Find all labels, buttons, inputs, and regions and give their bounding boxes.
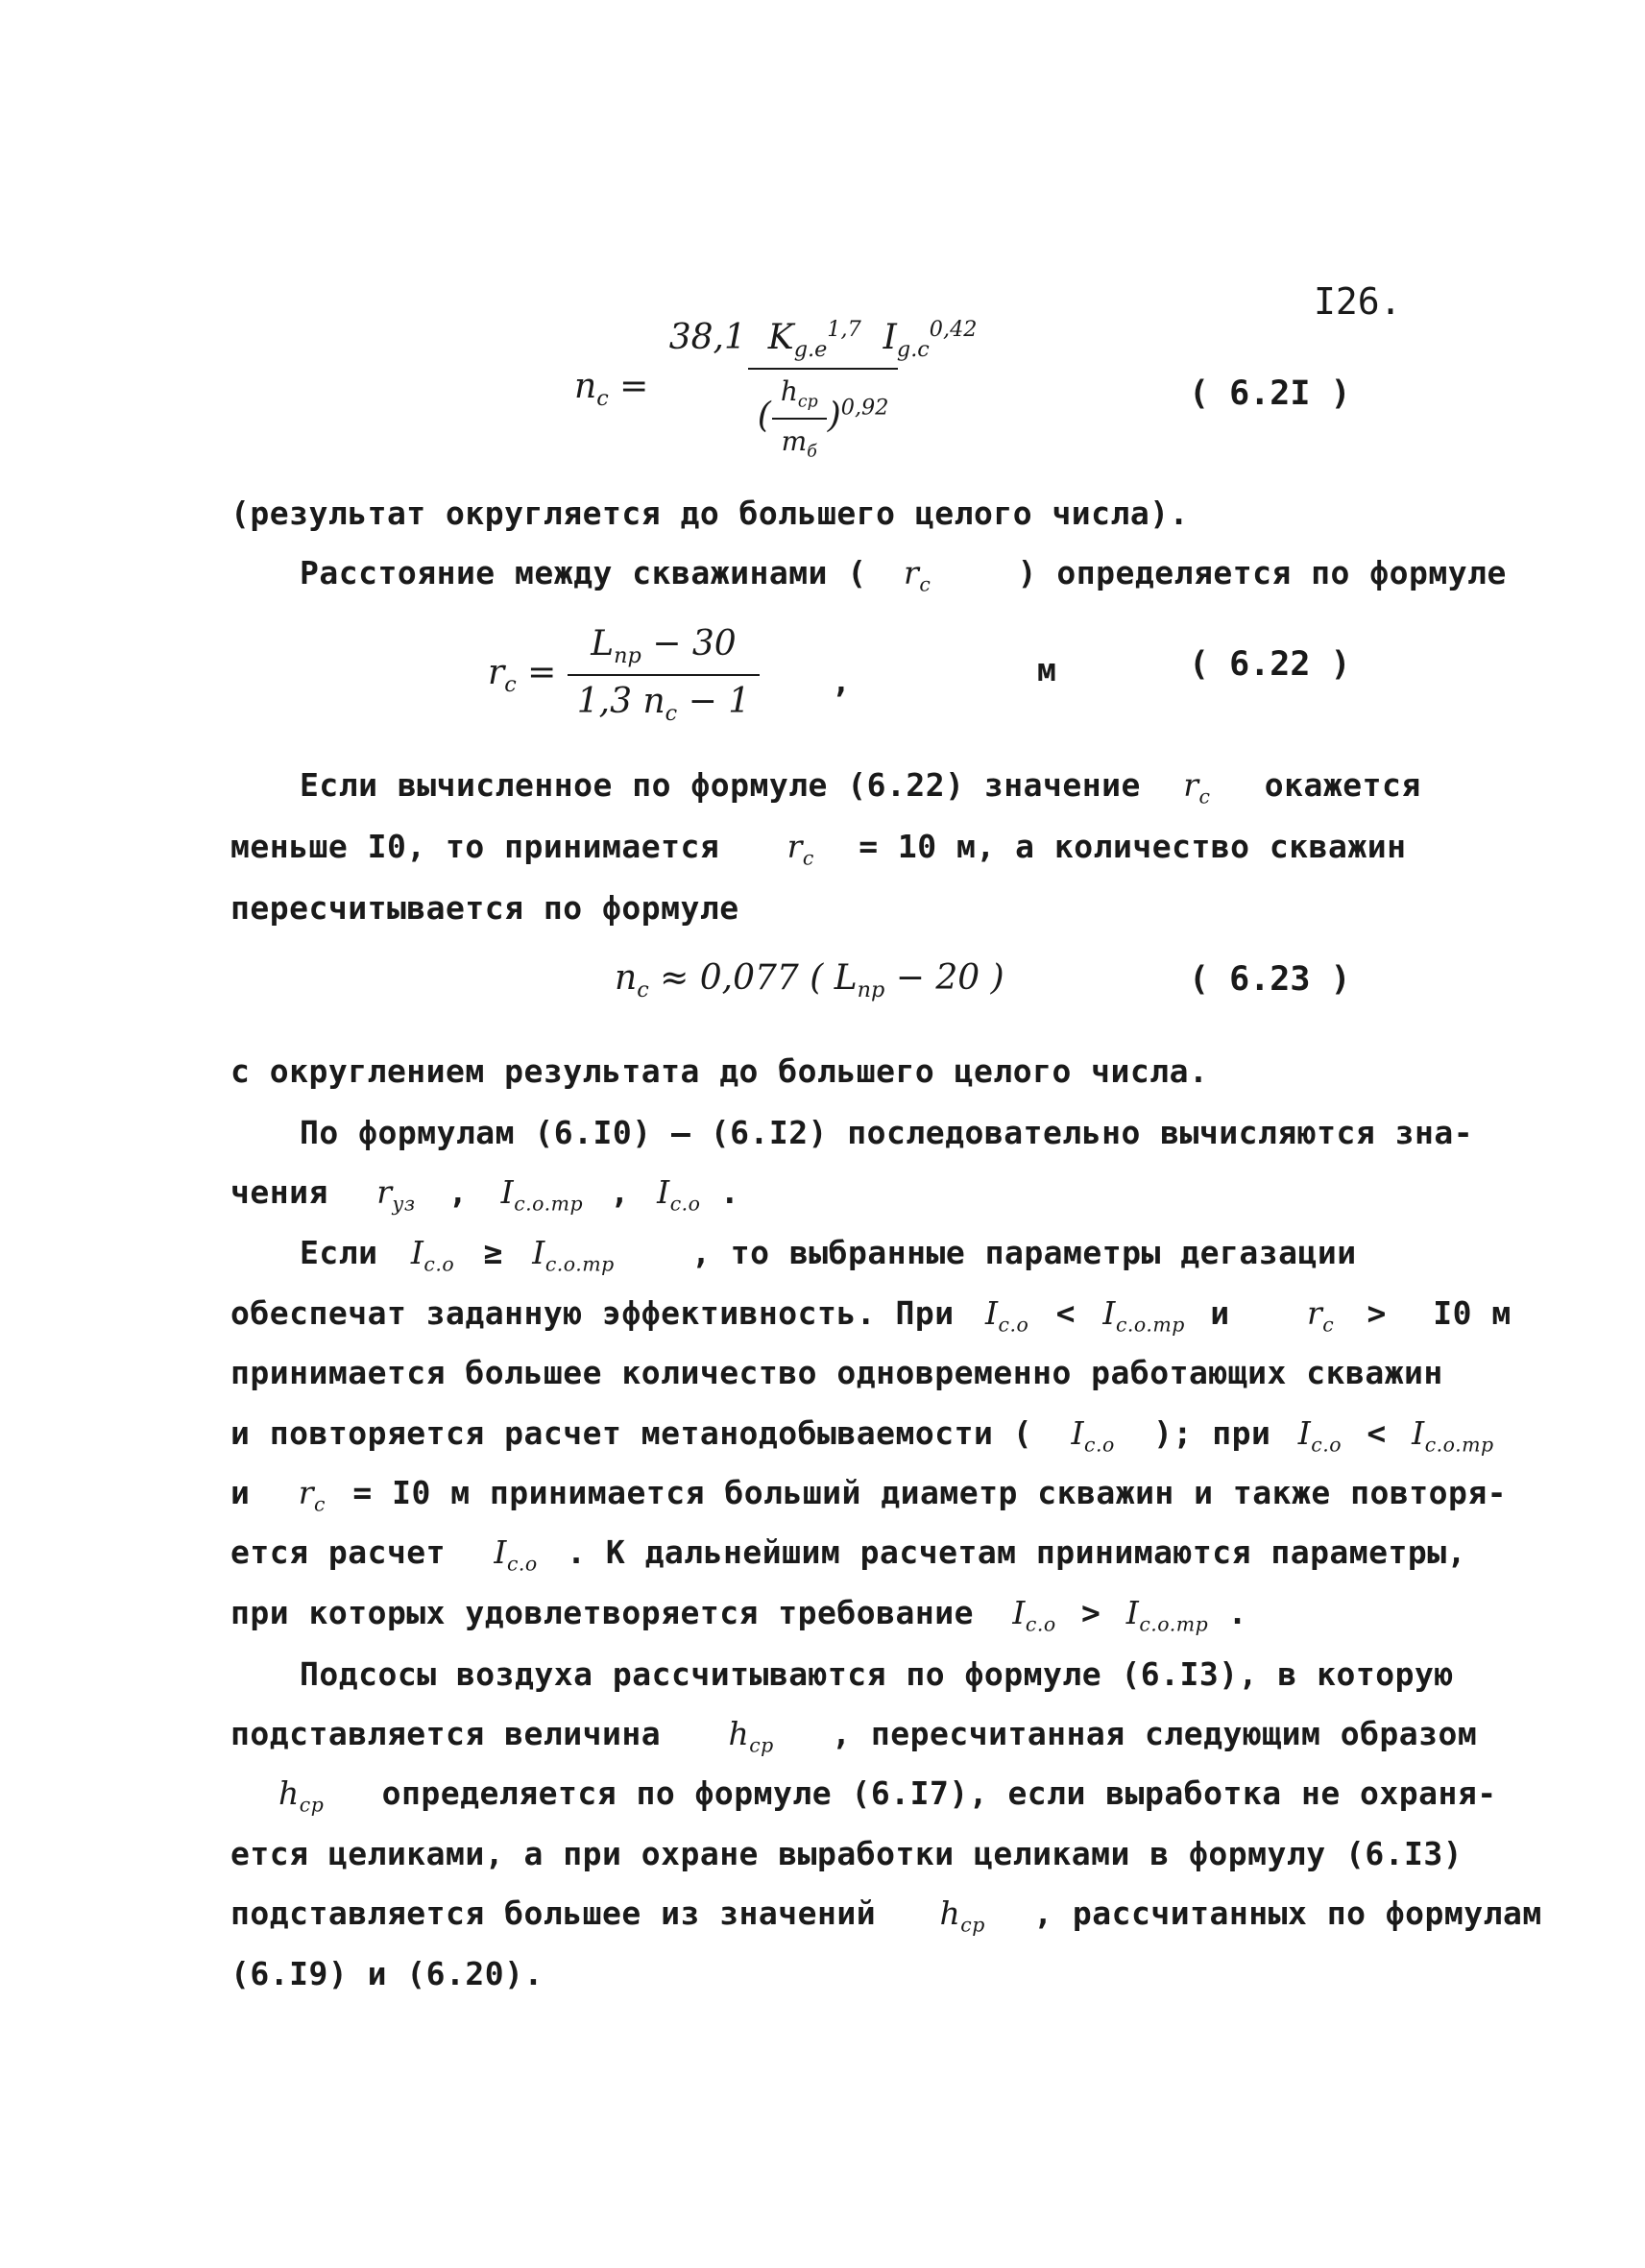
formula-6-21: $n_c$ = 38,1 $K_{g.e}^{1,7}$ $I_{g.c}^{0,42}$ ( $\frac{h_{cp}}{m_б}$ )$^{0,92}$ — [574, 317, 986, 461]
text-line-11: принимается большее количество одновременно работающих скважин — [230, 1354, 1443, 1391]
formula-6-22-unit: м — [1037, 651, 1057, 688]
text-line-20: подставляется большее из значений $h_{cp}$ , рассчитанных по формулам — [230, 1894, 1542, 1937]
text-line-16: Подсосы воздуха рассчитываются по формуле (6.I3), в которую — [300, 1655, 1454, 1693]
equation-number-6-21: ( 6.2I ) — [1189, 374, 1351, 413]
text-line-3: Если вычисленное по формуле (6.22) значение $r_c$ окажется — [300, 766, 1421, 808]
formula-lhs: $n_c$ — [574, 367, 609, 412]
text-line-5: пересчитывается по формуле — [230, 889, 739, 927]
formula-6-22-comma: , — [832, 663, 852, 700]
text-line-14: ется расчет $I_{c.o}$ . К дальнейшим расчетам принимаются параметры, — [230, 1533, 1467, 1576]
text-line-8: чения $r_{уз}$ , $I_{c.o.тр}$ , $I_{c.o}$ . — [230, 1173, 740, 1216]
text-line-10: обеспечат заданную эффективность. При $I_{c.o} < I_{c.o.тр}$ и $r_c > I0$ м — [230, 1294, 1512, 1337]
symbol-rc: $r_c$ — [904, 554, 931, 596]
text-line-18: $h_{cp}$ определяется по формуле (6.I7), если выработка не охраня- — [278, 1774, 1497, 1817]
text-line-6: с округлением результата до большего целого числа. — [230, 1052, 1209, 1090]
text-line-2: Расстояние между скважинами ( $r_c$ ) определяется по формуле — [300, 554, 1507, 596]
formula-numerator: 38,1 $K_{g.e}^{1,7}$ $I_{g.c}^{0,42}$ — [668, 317, 978, 363]
text-line-1: (результат округляется до большего целого числа). — [230, 495, 1190, 532]
text-line-9: Если $I_{c.o} \ge I_{c.o.тр}$ , то выбранные параметры дегазации — [300, 1234, 1357, 1276]
text-line-15: при которых удовлетворяется требование $I_{c.o} > I_{c.o.тр}$ . — [230, 1594, 1247, 1636]
text-line-12: и повторяется расчет метанодобываемости ( $I_{c.o}$ ); при $I_{c.o} < I_{c.o.тр}$ — [230, 1414, 1494, 1457]
symbol-rc: $r_c$ — [1183, 766, 1211, 808]
equation-number-6-22: ( 6.22 ) — [1189, 645, 1351, 684]
equation-number-6-23: ( 6.23 ) — [1189, 960, 1351, 999]
text-line-7: По формулам (6.I0) – (6.I2) последовательно вычисляются зна- — [300, 1114, 1474, 1151]
formula-6-23: $n_c \approx 0,077$ ( $L_{np} - 20$ ) — [615, 958, 1004, 1003]
text-line-19: ется целиками, а при охране выработки целиками в формулу (6.I3) — [230, 1835, 1464, 1872]
text-line-13: и $r_c = I0$ м принимается больший диаметр скважин и также повторя- — [230, 1474, 1508, 1516]
formula-6-22: $r_c$ = $\frac{L_{np} - 30}{1,3 n_c - 1}$ — [488, 624, 760, 726]
text-line-4: меньше I0, то принимается $r_c = 10$ м, а количество скважин — [230, 828, 1407, 870]
text-line-17: подставляется величина $h_{cp}$ , пересчитанная следующим образом — [230, 1715, 1478, 1757]
symbol-rc: $r_c$ — [786, 828, 814, 870]
formula-fraction — [660, 317, 987, 461]
page-number: I26. — [1314, 280, 1402, 323]
formula-denominator: ( $\frac{h_{cp}}{m_б}$ )$^{0,92}$ — [748, 368, 899, 461]
text-line-21: (6.I9) и (6.20). — [230, 1955, 544, 1992]
formula-fraction-6-22: $\frac{L_{np} - 30}{1,3 n_c - 1}$ — [568, 624, 760, 726]
